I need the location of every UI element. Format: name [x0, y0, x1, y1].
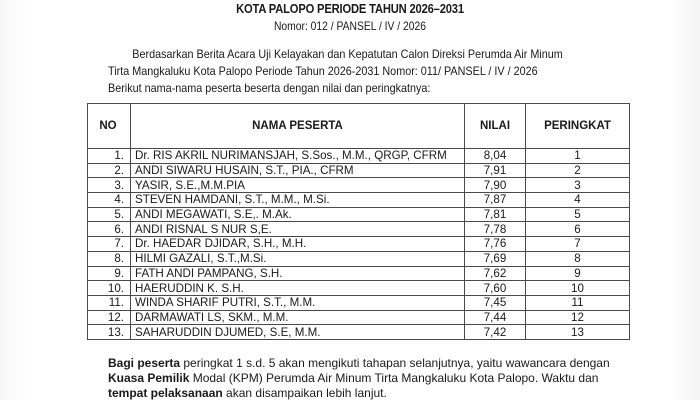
rank: 6 — [526, 222, 630, 237]
row-number: 10. — [88, 281, 131, 296]
row-number: 12. — [88, 310, 131, 325]
intro-line-2: Tirta Mangkaluku Kota Palopo Periode Tahun 2026-2031 Nomor: 011/ PANSEL / IV / 2026 — [108, 64, 538, 78]
score: 7,42 — [465, 325, 526, 340]
participant-name: ANDI SIWARU HUSAIN, S.T., PIA., CFRM — [131, 163, 465, 178]
participant-name: FATH ANDI PAMPANG, S.H. — [131, 266, 465, 281]
row-number: 9. — [88, 266, 131, 281]
row-number: 5. — [88, 207, 131, 222]
score: 7,91 — [465, 163, 526, 178]
table-row — [88, 237, 630, 252]
score: 7,78 — [465, 222, 526, 237]
table-row — [88, 149, 630, 164]
participant-name: SAHARUDDIN DJUMED, S.E, M.M. — [131, 325, 465, 340]
score: 8,04 — [465, 149, 526, 164]
footer-line-3: tempat pelaksanaan akan disampaikan lebih lanjut. — [108, 386, 387, 400]
participant-name: HILMI GAZALI, S.T.,M.Si. — [131, 251, 465, 266]
table-header-row — [88, 104, 630, 149]
row-number: 7. — [88, 237, 131, 252]
score: 7,87 — [465, 193, 526, 208]
participant-name: Dr. HAEDAR DJIDAR, S.H., M.H. — [131, 237, 465, 252]
participant-name: ANDI MEGAWATI, S.E,. M.Ak. — [131, 207, 465, 222]
header-rank: PERINGKAT — [526, 104, 630, 149]
rank: 7 — [526, 237, 630, 252]
header-nilai: NILAI — [465, 104, 526, 149]
participant-name: YASIR, S.E.,M.M.PIA — [131, 178, 465, 193]
intro-line-3: Berikut nama-nama peserta beserta dengan nilai dan peringkatnya: — [108, 81, 431, 95]
rank: 11 — [526, 295, 630, 310]
table-row — [88, 325, 630, 340]
score: 7,44 — [465, 310, 526, 325]
rank: 9 — [526, 266, 630, 281]
header-no: NO — [88, 104, 131, 149]
row-number: 8. — [88, 251, 131, 266]
footer-line-1: Bagi peserta peringkat 1 s.d. 5 akan mengikuti tahapan selanjutnya, yaitu wawancara dengan — [108, 356, 610, 370]
score: 7,81 — [465, 207, 526, 222]
participant-name: Dr. RIS AKRIL NURIMANSJAH, S.Sos., M.M., QRGP, CFRM — [131, 149, 465, 164]
rank: 4 — [526, 193, 630, 208]
footer-line-2: Kuasa Pemilik Modal (KPM) Perumda Air Minum Tirta Mangkaluku Kota Palopo. Waktu dan — [108, 371, 599, 385]
rank: 2 — [526, 163, 630, 178]
score: 7,62 — [465, 266, 526, 281]
document-number: Nomor: 012 / PANSEL / IV / 2026 — [273, 19, 427, 33]
row-number: 6. — [88, 222, 131, 237]
results-table — [87, 103, 630, 340]
participant-name: ANDI RISNAL S NUR S,E. — [131, 222, 465, 237]
participant-name: WINDA SHARIF PUTRI, S.T., M.M. — [131, 295, 465, 310]
table-row — [88, 295, 630, 310]
score: 7,69 — [465, 251, 526, 266]
table-row — [88, 251, 630, 266]
table-row — [88, 281, 630, 296]
rank: 5 — [526, 207, 630, 222]
row-number: 3. — [88, 178, 131, 193]
score: 7,45 — [465, 295, 526, 310]
table-row — [88, 178, 630, 193]
score: 7,90 — [465, 178, 526, 193]
row-number: 13. — [88, 325, 131, 340]
intro-paragraph — [108, 46, 563, 97]
participant-name: STEVEN HAMDANI, S.T., M.M., M.Si. — [131, 193, 465, 208]
header-name: NAMA PESERTA — [131, 104, 465, 149]
table-row — [88, 207, 630, 222]
participant-name: HAERUDDIN K. S.H. — [131, 281, 465, 296]
rank: 1 — [526, 149, 630, 164]
document-title: KOTA PALOPO PERIODE TAHUN 2026–2031 — [236, 1, 464, 16]
footer-paragraph — [108, 356, 610, 401]
row-number: 11. — [88, 295, 131, 310]
table-row — [88, 163, 630, 178]
table-row — [88, 222, 630, 237]
table-row — [88, 193, 630, 208]
rank: 8 — [526, 251, 630, 266]
rank: 13 — [526, 325, 630, 340]
rank: 12 — [526, 310, 630, 325]
participant-name: DARMAWATI LS, SKM., M.M. — [131, 310, 465, 325]
intro-line-1: Berdasarkan Berita Acara Uji Kelayakan dan Kepatutan Calon Direksi Perumda Air Minum — [132, 47, 563, 61]
table-row — [88, 266, 630, 281]
rank: 3 — [526, 178, 630, 193]
rank: 10 — [526, 281, 630, 296]
row-number: 2. — [88, 163, 131, 178]
row-number: 4. — [88, 193, 131, 208]
row-number: 1. — [88, 149, 131, 164]
score: 7,60 — [465, 281, 526, 296]
score: 7,76 — [465, 237, 526, 252]
table-row — [88, 310, 630, 325]
